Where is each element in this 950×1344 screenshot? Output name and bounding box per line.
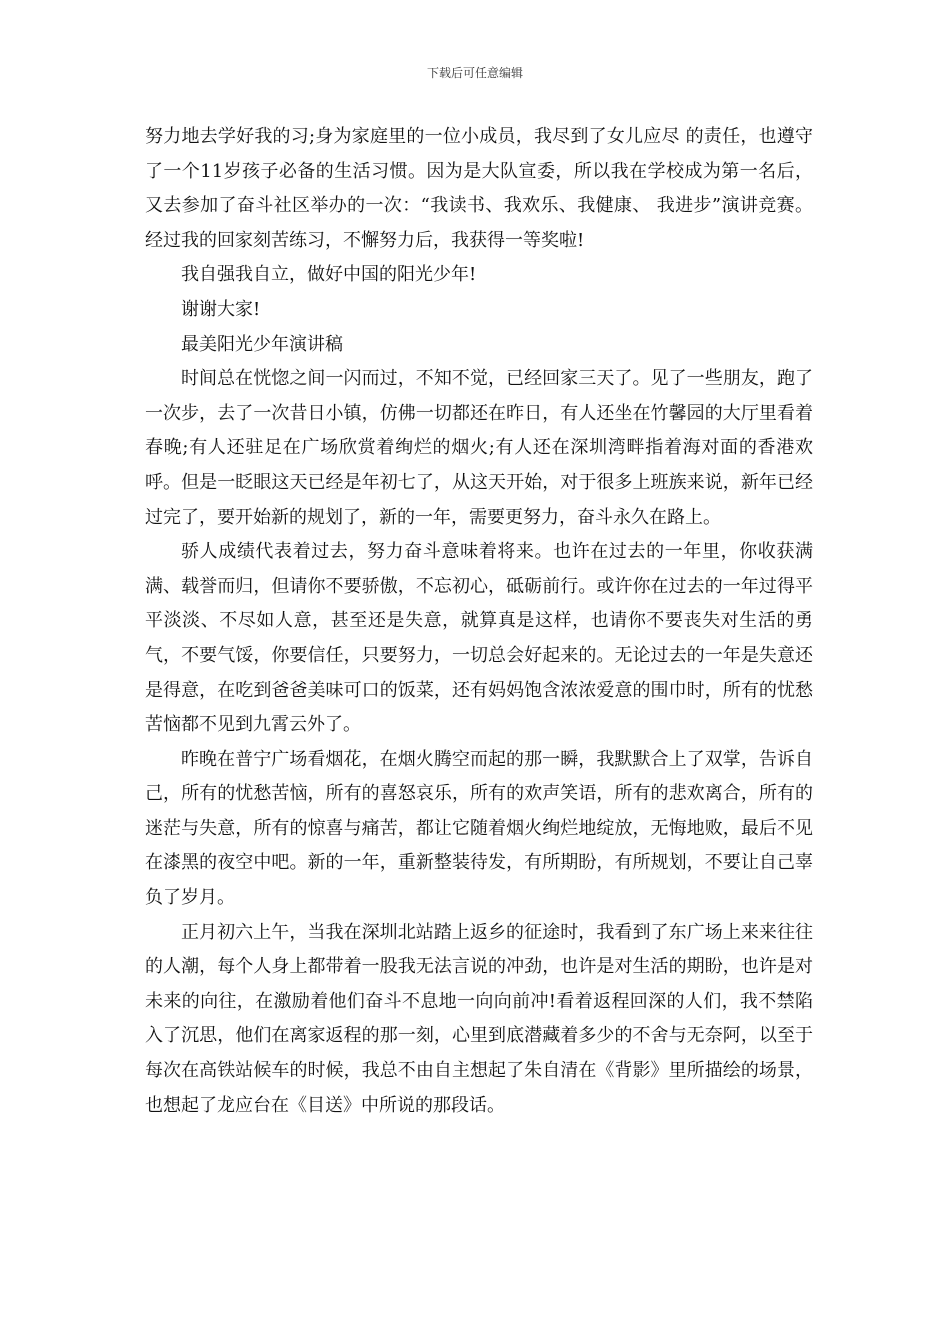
body-paragraph: 正月初六上午，当我在深圳北站踏上返乡的征途时，我看到了东广场上来来往往的人潮，每个人身上都带着一股我无法言说的冲劲，也许是对生活的期盼，也许是对未来的向往，在激励着他们奋斗不息地一向向前冲!看着返程回深的人们，我不禁陷入了沉思，他们在离家返程的那一刻，心里到底潜藏着多少的不舍与无奈阿，以至于每次在高铁站候车的时候，我总不由自主想起了朱自清在《背影》里所描绘的场景，也想起了龙应台在《目送》中所说的那段话。 [145,921,813,1116]
body-paragraph: 昨晚在普宁广场看烟花，在烟火腾空而起的那一瞬，我默默合上了双掌，告诉自己，所有的忧愁苦恼，所有的喜怒哀乐，所有的欢声笑语，所有的悲欢离合，所有的迷茫与失意，所有的惊喜与痛苦，都让它随着烟火绚烂地绽放，无悔地败，最后不见在漆黑的夜空中吧。新的一年，重新整装待发，有所期盼，有所规划，不要让自己辜负了岁月。 [145,748,813,909]
page-header-note: 下载后可任意编辑 [426,66,523,80]
body-paragraph: 时间总在恍惚之间一闪而过，不知不觉，已经回家三天了。见了一些朋友，跑了一次步，去了一次昔日小镇，仿佛一切都还在昨日，有人还坐在竹馨园的大厅里看着春晚;有人还驻足在广场欣赏着绚烂的烟火;有人还在深圳湾畔指着海对面的香港欢呼。但是一眨眼这天已经是年初七了，从这天开始，对于很多上班族来说，新年已经过完了，要开始新的规划了，新的一年，需要更努力，奋斗永久在路上。 [145,368,813,528]
body-paragraph-continuation: 努力地去学好我的习;身为家庭里的一位小成员，我尽到了女儿应尽 的责任，也遵守了一个11岁孩子必备的生活习惯。因为是大队宣委，所以我在学校成为第一名后，又去参加了奋斗社区举办的一次：“我读书、我欢乐、我健康、 我进步”演讲竞赛。 经过我的回家刻苦练习，不懈努力后，我获得一等奖啦! [145,126,813,251]
section-title: 最美阳光少年演讲稿 [181,333,343,355]
body-paragraph-slogan: 我自强我自立，做好中国的阳光少年! [181,264,477,286]
body-paragraph: 骄人成绩代表着过去，努力奋斗意味着将来。也许在过去的一年里，你收获满满、载誉而归，但请你不要骄傲，不忘初心，砥砺前行。或许你在过去的一年过得平平淡淡、不尽如人意，甚至还是失意，就算真是这样，也请你不要丧失对生活的勇气，不要气馁，你要信任，只要努力，一切总会好起来的。无论过去的一年是失意还是得意，在吃到爸爸美味可口的饭菜，还有妈妈饱含浓浓爱意的围巾时，所有的忧愁苦恼都不见到九霄云外了。 [145,541,813,736]
document-body [145,120,813,1123]
body-paragraph-thanks: 谢谢大家! [181,298,261,320]
